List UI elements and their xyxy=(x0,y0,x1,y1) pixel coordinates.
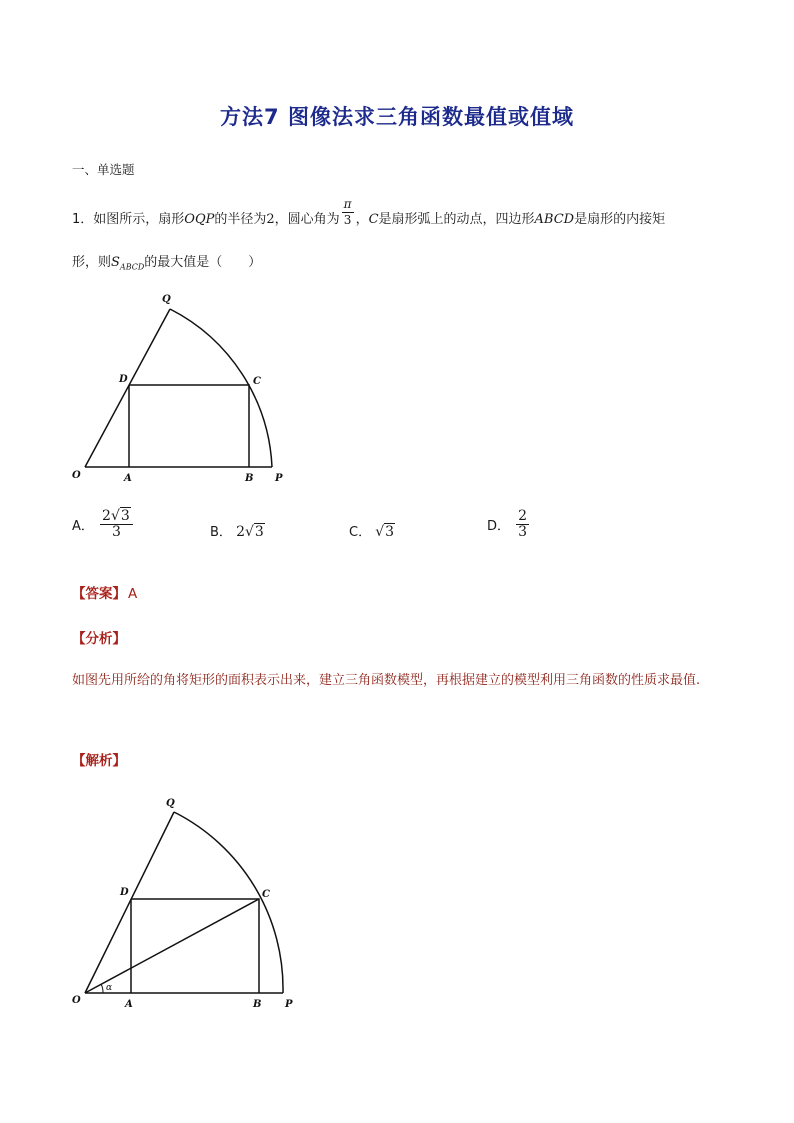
page-title: 方法7 图像法求三角函数最值或值域 xyxy=(220,105,574,129)
analysis-tag: 【分析】 xyxy=(72,631,126,647)
option-a[interactable]: A． $\frac{2√3}{3}$ xyxy=(72,513,135,540)
label-a-2: A xyxy=(125,999,133,1010)
question-number: 1． xyxy=(72,212,94,227)
section-heading: 一、单选题 xyxy=(72,162,135,177)
arc-qp-2 xyxy=(174,812,283,993)
label-b-1: B xyxy=(245,473,254,484)
diagonal-oc xyxy=(85,899,259,993)
rectangle-abcd-2 xyxy=(131,899,259,993)
sqrt-icon: √3 xyxy=(110,508,130,524)
answer-value: A xyxy=(128,586,138,602)
radius-oq-2 xyxy=(85,812,174,993)
sqrt-icon: √3 xyxy=(375,524,395,540)
label-b-2: B xyxy=(253,999,262,1010)
label-c-1: C xyxy=(253,376,261,387)
label-c-2: C xyxy=(262,889,270,900)
area-symbol: S xyxy=(111,255,120,270)
radius-value: 2 xyxy=(266,212,275,227)
option-a-fraction: $\frac{2√3}{3}$ xyxy=(100,509,133,540)
label-a-1: A xyxy=(124,473,132,484)
label-p-2: P xyxy=(285,999,293,1010)
label-o-1: O xyxy=(72,470,81,481)
label-q-2: Q xyxy=(166,798,175,809)
question-line-2: 形，则$S_{ABCD}$的最大值是（ ） xyxy=(72,255,262,272)
label-alpha: α xyxy=(106,983,113,993)
option-c[interactable]: C． √3 xyxy=(349,524,395,540)
label-d-2: D xyxy=(120,887,129,898)
angle-fraction: $\frac{\pi}{3}$ xyxy=(343,197,352,227)
label-q-1: Q xyxy=(162,294,171,305)
label-o-2: O xyxy=(72,995,81,1006)
analysis-text: 如图先用所给的角将矩形的面积表示出来，建立三角函数模型，再根据建立的模型利用三角函数的性质求最值. xyxy=(72,673,701,688)
answer-tag: 【答案】 A xyxy=(72,586,138,602)
option-d[interactable]: D． $\frac{2}{3}$ xyxy=(487,508,528,540)
sqrt-icon: √3 xyxy=(244,524,264,540)
angle-alpha-arc xyxy=(101,984,103,993)
solution-tag: 【解析】 xyxy=(72,753,126,769)
option-b[interactable]: B． 2√3 xyxy=(210,524,264,540)
label-p-1: P xyxy=(275,473,283,484)
quad-name: ABCD xyxy=(534,212,575,227)
label-d-1: D xyxy=(119,374,128,385)
sector-name: OQP xyxy=(184,212,215,227)
question-line-1: 1．如图所示，扇形OQP的半径为2，圆心角为 $\frac{\pi}{3}$ ，C是扇形弧上的动点，四边形ABCD是扇形的内接矩 xyxy=(72,197,666,227)
option-d-fraction: $\frac{2}{3}$ xyxy=(518,508,528,540)
